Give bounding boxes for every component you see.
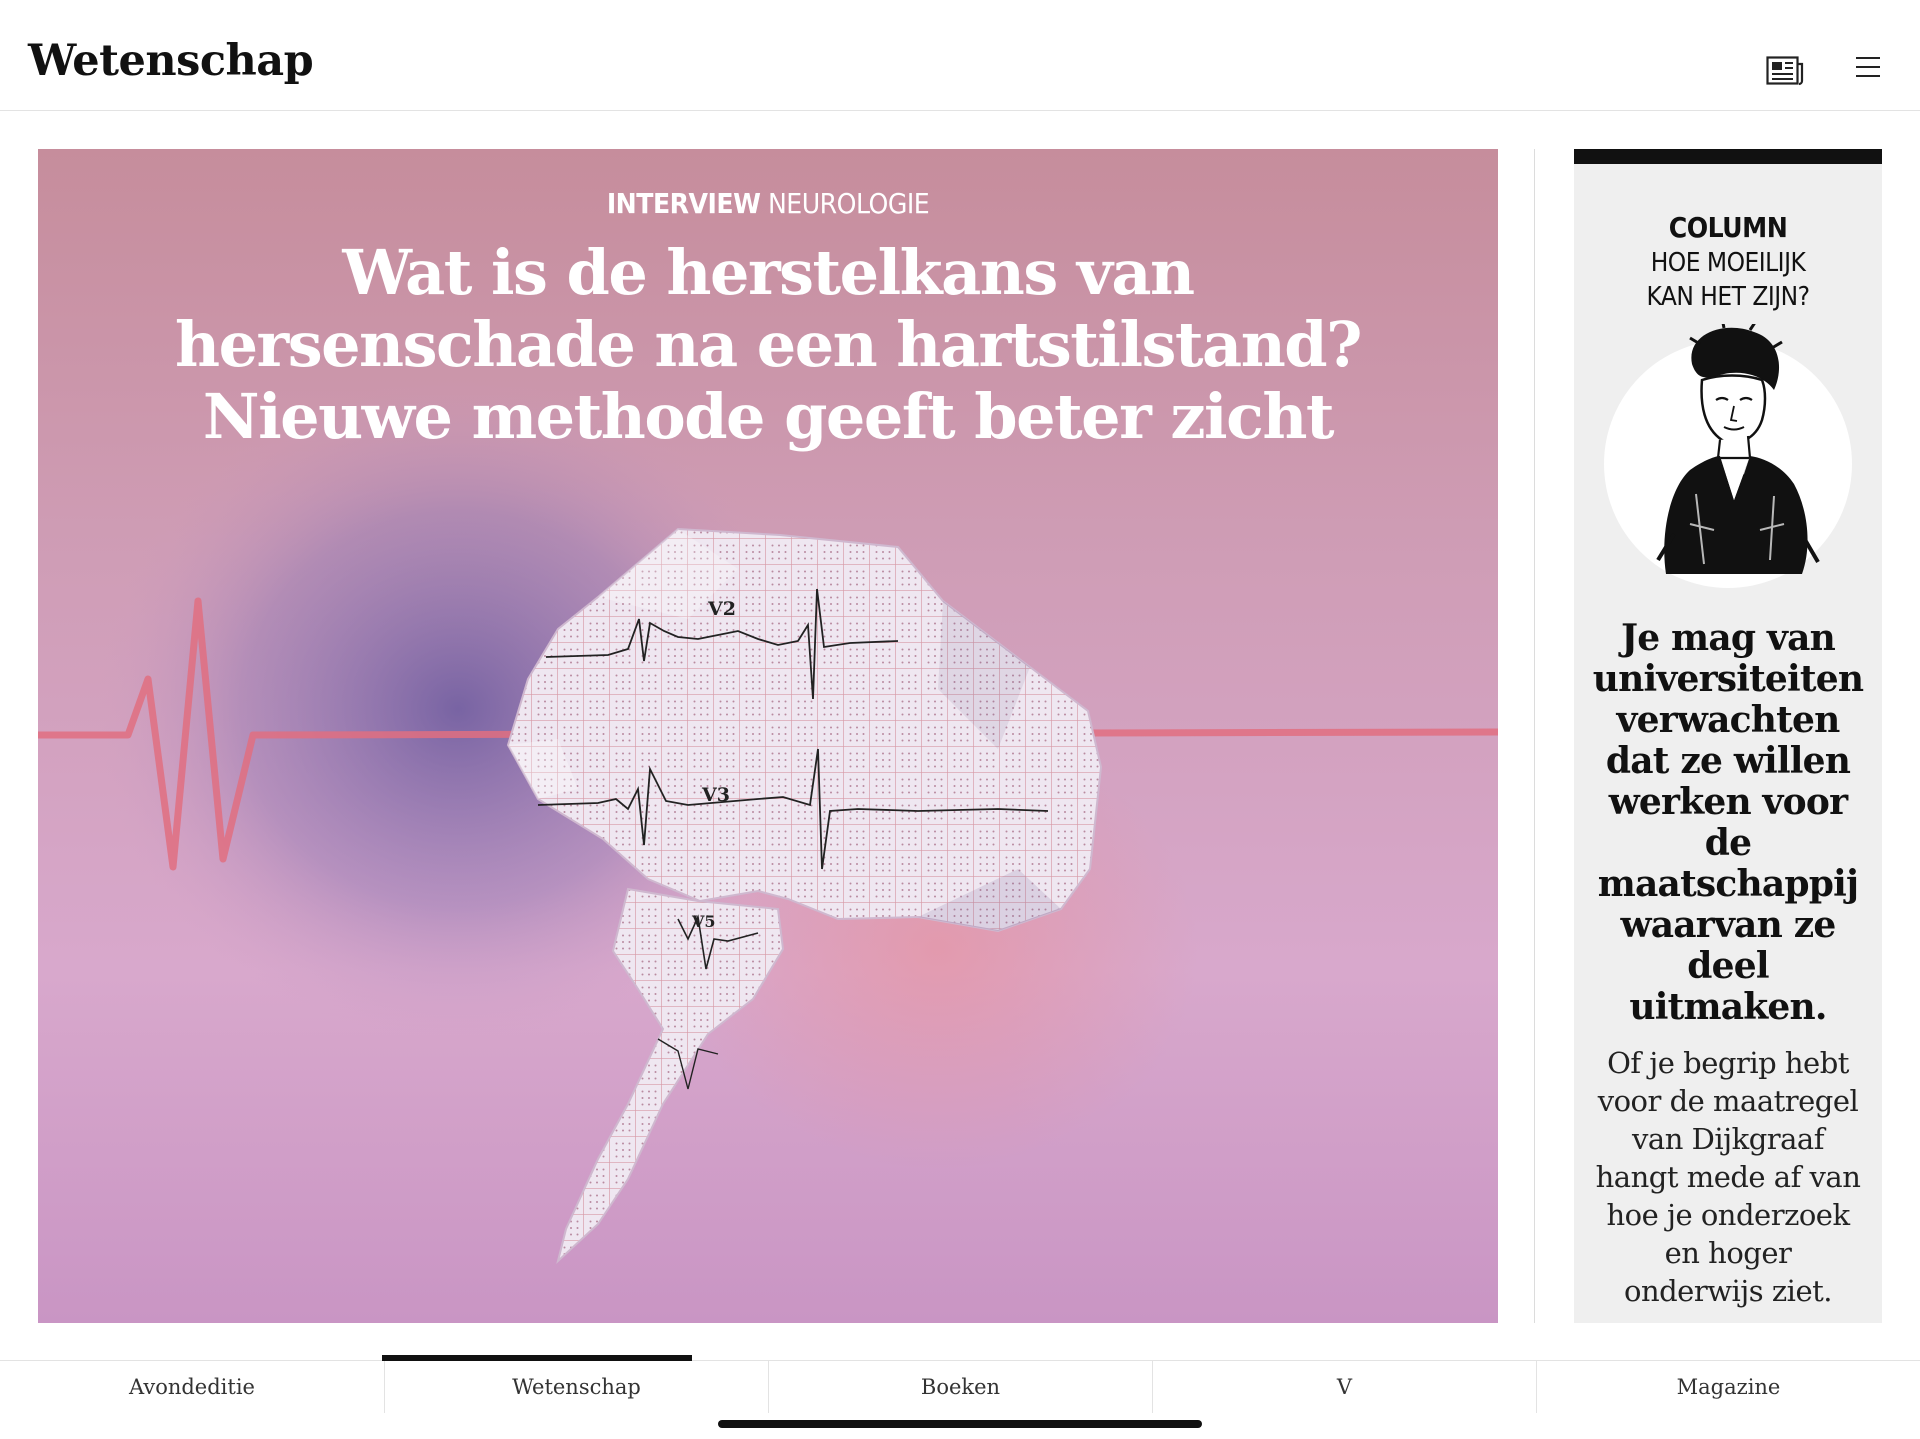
column-intro: Of je begrip hebt voor de maatregel van Dijkgraaf hangt mede af van hoe je onderzoek en hoger onderwijs ziet. bbox=[1595, 1046, 1861, 1308]
column-series-title bbox=[1574, 246, 1882, 314]
tab-boeken[interactable]: Boeken bbox=[768, 1361, 1152, 1413]
section-title: Wetenschap bbox=[28, 36, 314, 86]
menu-icon[interactable] bbox=[1855, 56, 1881, 82]
tab-wetenschap[interactable]: Wetenschap bbox=[384, 1361, 768, 1413]
feature-article[interactable] bbox=[38, 149, 1498, 1323]
article-headline[interactable]: Wat is de herstelkans van hersenschade na een hartstilstand? Nieuwe methode geeft beter zicht bbox=[175, 236, 1361, 453]
tab-avondeditie[interactable]: Avondeditie bbox=[129, 1375, 255, 1399]
tab-magazine[interactable]: Magazine bbox=[1536, 1361, 1920, 1413]
bottom-tab-bar bbox=[0, 1360, 1920, 1412]
article-kicker bbox=[38, 187, 1498, 220]
active-tab-indicator bbox=[382, 1355, 692, 1361]
columnist-portrait bbox=[1604, 340, 1852, 588]
column-quote[interactable]: Je mag van universiteiten verwachten dat ze willen werken voor de maatschappij waarvan ze deel uitmaken. bbox=[1592, 617, 1864, 1028]
column-card[interactable] bbox=[1574, 149, 1882, 1323]
kicker-topic: NEUROLOGIE bbox=[767, 187, 930, 220]
column-series-line1: HOE MOEILIJK bbox=[1650, 248, 1806, 278]
newspaper-icon[interactable] bbox=[1766, 56, 1804, 90]
column-divider bbox=[1534, 149, 1535, 1323]
ecg-label-v5: V5 bbox=[692, 912, 716, 931]
home-indicator[interactable] bbox=[718, 1420, 1202, 1428]
ecg-label-v2: V2 bbox=[708, 598, 736, 620]
ecg-label-v3: V3 bbox=[702, 784, 730, 806]
column-series-line2: KAN HET ZIJN? bbox=[1646, 282, 1810, 312]
tab-v[interactable]: V bbox=[1152, 1361, 1536, 1413]
column-label: COLUMN bbox=[1668, 211, 1788, 244]
top-header bbox=[0, 0, 1920, 111]
kicker-type: INTERVIEW bbox=[606, 187, 761, 220]
